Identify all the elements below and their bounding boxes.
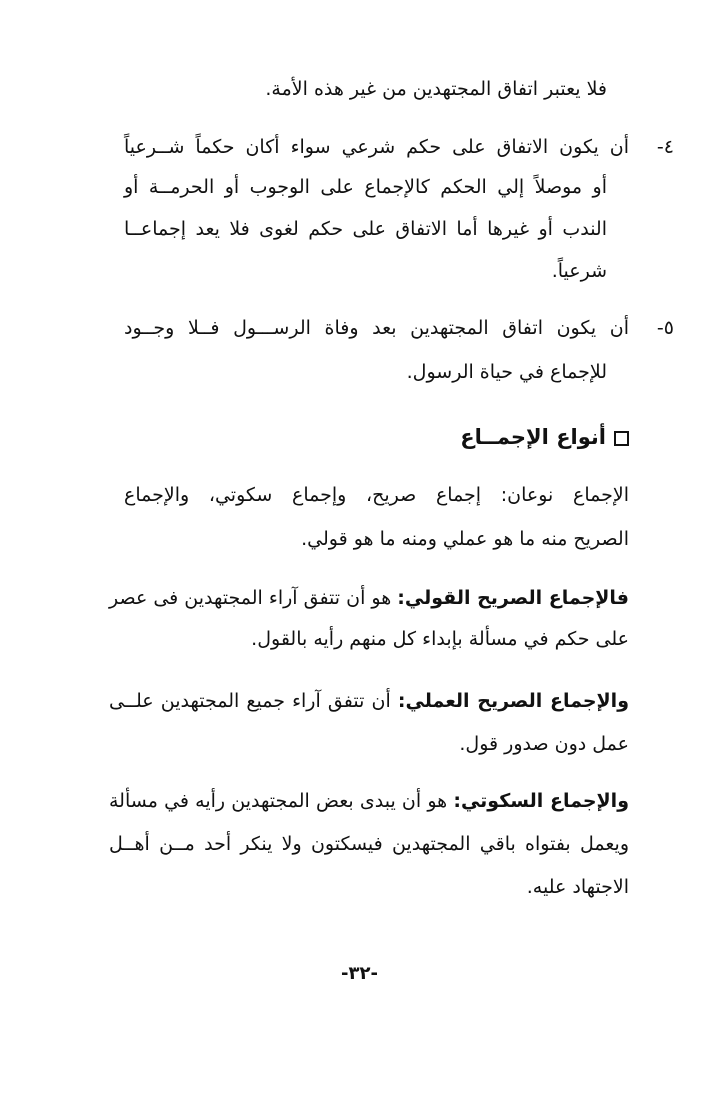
paragraph-line: الإجماع نوعان: إجماع صريح، وإجماع سكوتي، والإجماع [124,484,629,506]
definition-text: هو أن يبدى بعض المجتهدين رأيه في مسألة [109,790,448,812]
list-item-line: أو موصلاً إلي الحكم كالإجماع على الوجوب أو الحرمــة أو [124,176,607,198]
definition-term: والإجماع الصريح العملي: [397,690,630,712]
definition-line: عمل دون صدور قول. [459,733,629,755]
definition-text: هو أن تتفق آراء المجتهدين فى عصر [109,587,392,609]
definition-text: أن تتفق آراء جميع المجتهدين علــى [109,690,391,712]
list-item-line: أن يكون اتفاق المجتهدين بعد وفاة الرســـول فــلا وجــود [124,317,629,339]
section-heading-text: أنواع الإجمــاع [460,425,606,449]
definition-line: الاجتهاد عليه. [526,876,629,898]
list-number: ٤- [656,136,674,158]
list-item-line: للإجماع في حياة الرسول. [406,361,607,383]
list-item-line: أن يكون الاتفاق على حكم شرعي سواء أكان حكماً شــرعياً [124,136,629,158]
page-number: -٣٢- [341,963,378,984]
paragraph-line: الصريح منه ما هو عملي ومنه ما هو قولي. [301,528,629,550]
definition-line [109,686,629,716]
definition-line [109,583,629,613]
section-heading [329,422,629,452]
definition-term: والإجماع السكوتي: [453,790,630,812]
definition-line: على حكم في مسألة بإبداء كل منهم رأيه بالقول. [251,628,629,650]
square-bullet-icon [614,431,629,446]
list-number: ٥- [656,317,674,339]
paragraph-line: فلا يعتبر اتفاق المجتهدين من غير هذه الأمة. [265,78,607,100]
list-item-line: الندب أو غيرها أما الاتفاق على حكم لغوى فلا يعد إجماعــا [124,218,607,240]
definition-line [109,786,629,816]
definition-line: ويعمل بفتواه باقي المجتهدين فيسكتون ولا ينكر أحد مــن أهــل [109,833,629,855]
list-item-line: شرعياً. [551,260,607,282]
definition-term: فالإجماع الصريح القولي: [397,587,629,609]
